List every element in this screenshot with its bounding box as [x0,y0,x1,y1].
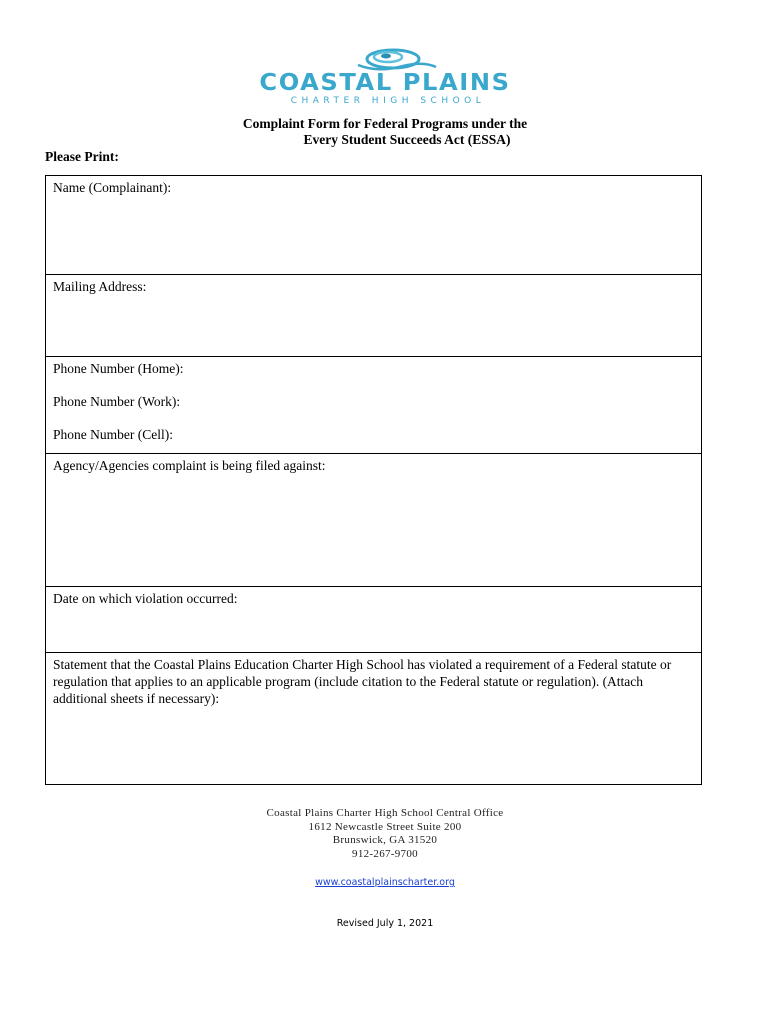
please-print-instruction: Please Print: [45,149,119,164]
date-label: Date on which violation occurred: [53,591,238,606]
statement-field[interactable] [46,653,701,784]
agency-label: Agency/Agencies complaint is being filed against: [53,458,326,473]
logo-school-subtitle: CHARTER HIGH SCHOOL [290,96,486,106]
revised-date: Revised July 1, 2021 [336,918,434,929]
complaint-form [45,175,702,785]
website-link[interactable]: www.coastalplainscharter.org [315,877,455,888]
date-field[interactable] [46,587,701,653]
address-field[interactable] [46,275,701,357]
logo-school-name: COASTAL PLAINS [259,70,511,96]
phone-fields[interactable] [46,357,701,454]
phone-home-label: Phone Number (Home): [53,361,184,376]
phone-cell-label: Phone Number (Cell): [53,427,173,442]
address-label: Mailing Address: [53,279,147,294]
name-field[interactable] [46,176,701,275]
footer-office: Coastal Plains Charter High School Central Office [266,807,504,819]
wave-logo-icon [348,45,438,73]
form-title-line-2: Every Student Succeeds Act (ESSA) [303,132,511,147]
footer-phone: 912-267-9700 [352,847,418,860]
school-logo [230,45,540,106]
footer-city: Brunswick, GA 31520 [332,834,438,846]
form-title-line-1: Complaint Form for Federal Programs under the [242,116,528,131]
statement-label: Statement that the Coastal Plains Education Charter High School has violated a requirement of a Federal statute or regulation that applies to an applicable program (include citation to the Federal statute or regulation). (Attach additional sheets if necessary): [53,657,672,706]
phone-work-label: Phone Number (Work): [53,394,181,409]
name-label: Name (Complainant): [53,180,172,195]
footer-street: 1612 Newcastle Street Suite 200 [308,820,462,833]
agency-field[interactable] [46,454,701,587]
